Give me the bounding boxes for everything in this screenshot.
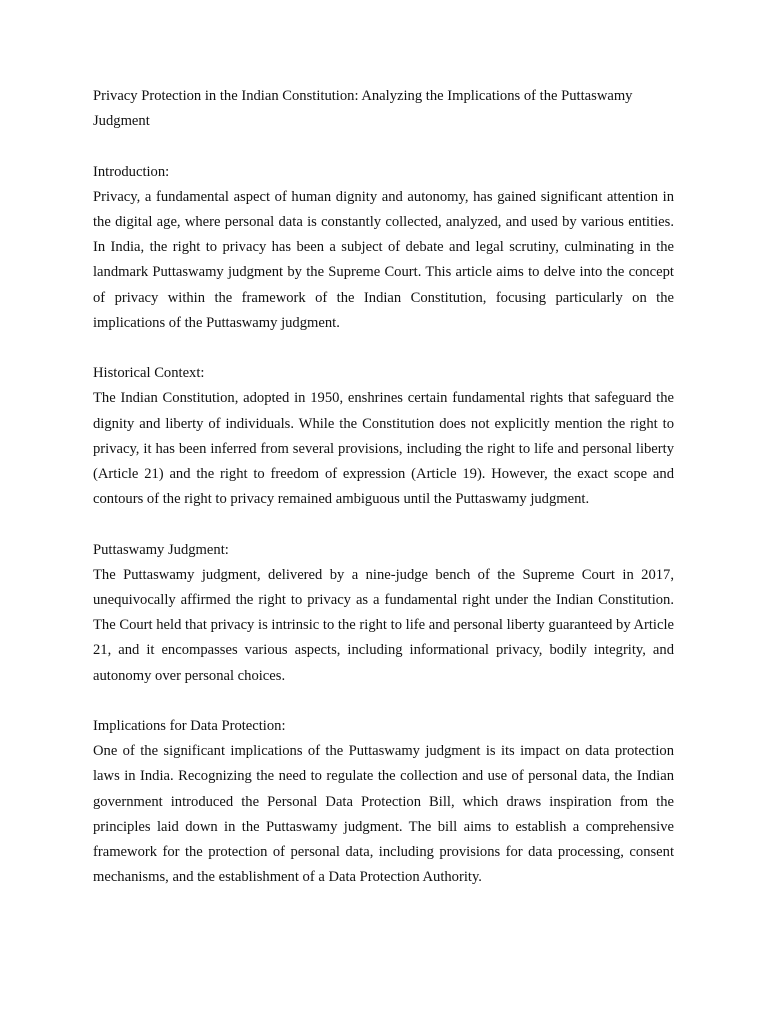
section-historical-context xyxy=(93,361,674,512)
section-data-protection xyxy=(93,714,674,890)
section-heading: Implications for Data Protection: xyxy=(93,718,286,735)
section-heading: Historical Context: xyxy=(93,365,205,382)
section-introduction xyxy=(93,160,674,336)
section-paragraph: One of the significant implications of the Puttaswamy judgment is its impact on data protection laws in India. Recognizing the need to regulate the collection and use of personal data, the Indian government introduced the Personal Data Protection Bill, which draws inspiration from the principles laid down in the Puttaswamy judgment. The bill aims to establish a comprehensive framework for the protection of personal data, including provisions for data processing, consent mechanisms, and the establishment of a Data Protection Authority. xyxy=(93,743,674,886)
section-paragraph: The Indian Constitution, adopted in 1950, enshrines certain fundamental rights that safeguard the dignity and liberty of individuals. While the Constitution does not explicitly mention the right to privacy, it has been inferred from several provisions, including the right to life and personal liberty (Article 21) and the right to freedom of expression (Article 19). However, the exact scope and contours of the right to privacy remained ambiguous until the Puttaswamy judgment. xyxy=(93,390,674,508)
section-paragraph: Privacy, a fundamental aspect of human dignity and autonomy, has gained significant attention in the digital age, where personal data is constantly collected, analyzed, and used by various entities. In India, the right to privacy has been a subject of debate and legal scrutiny, culminating in the landmark Puttaswamy judgment by the Supreme Court. This article aims to delve into the concept of privacy within the framework of the Indian Constitution, focusing particularly on the implications of the Puttaswamy judgment. xyxy=(93,188,674,331)
section-heading: Introduction: xyxy=(93,163,170,180)
section-paragraph: The Puttaswamy judgment, delivered by a nine-judge bench of the Supreme Court in 2017, unequivocally affirmed the right to privacy as a fundamental right under the Indian Constitution. The Court held that privacy is intrinsic to the right to life and personal liberty guaranteed by Article 21, and it encompasses various aspects, including informational privacy, bodily integrity, and autonomy over personal choices. xyxy=(93,566,674,684)
document-title: Privacy Protection in the Indian Constitution: Analyzing the Implications of the Puttaswamy Judgment xyxy=(93,88,633,130)
section-heading: Puttaswamy Judgment: xyxy=(93,541,229,558)
section-puttaswamy-judgment xyxy=(93,538,674,689)
document-page xyxy=(93,84,674,916)
